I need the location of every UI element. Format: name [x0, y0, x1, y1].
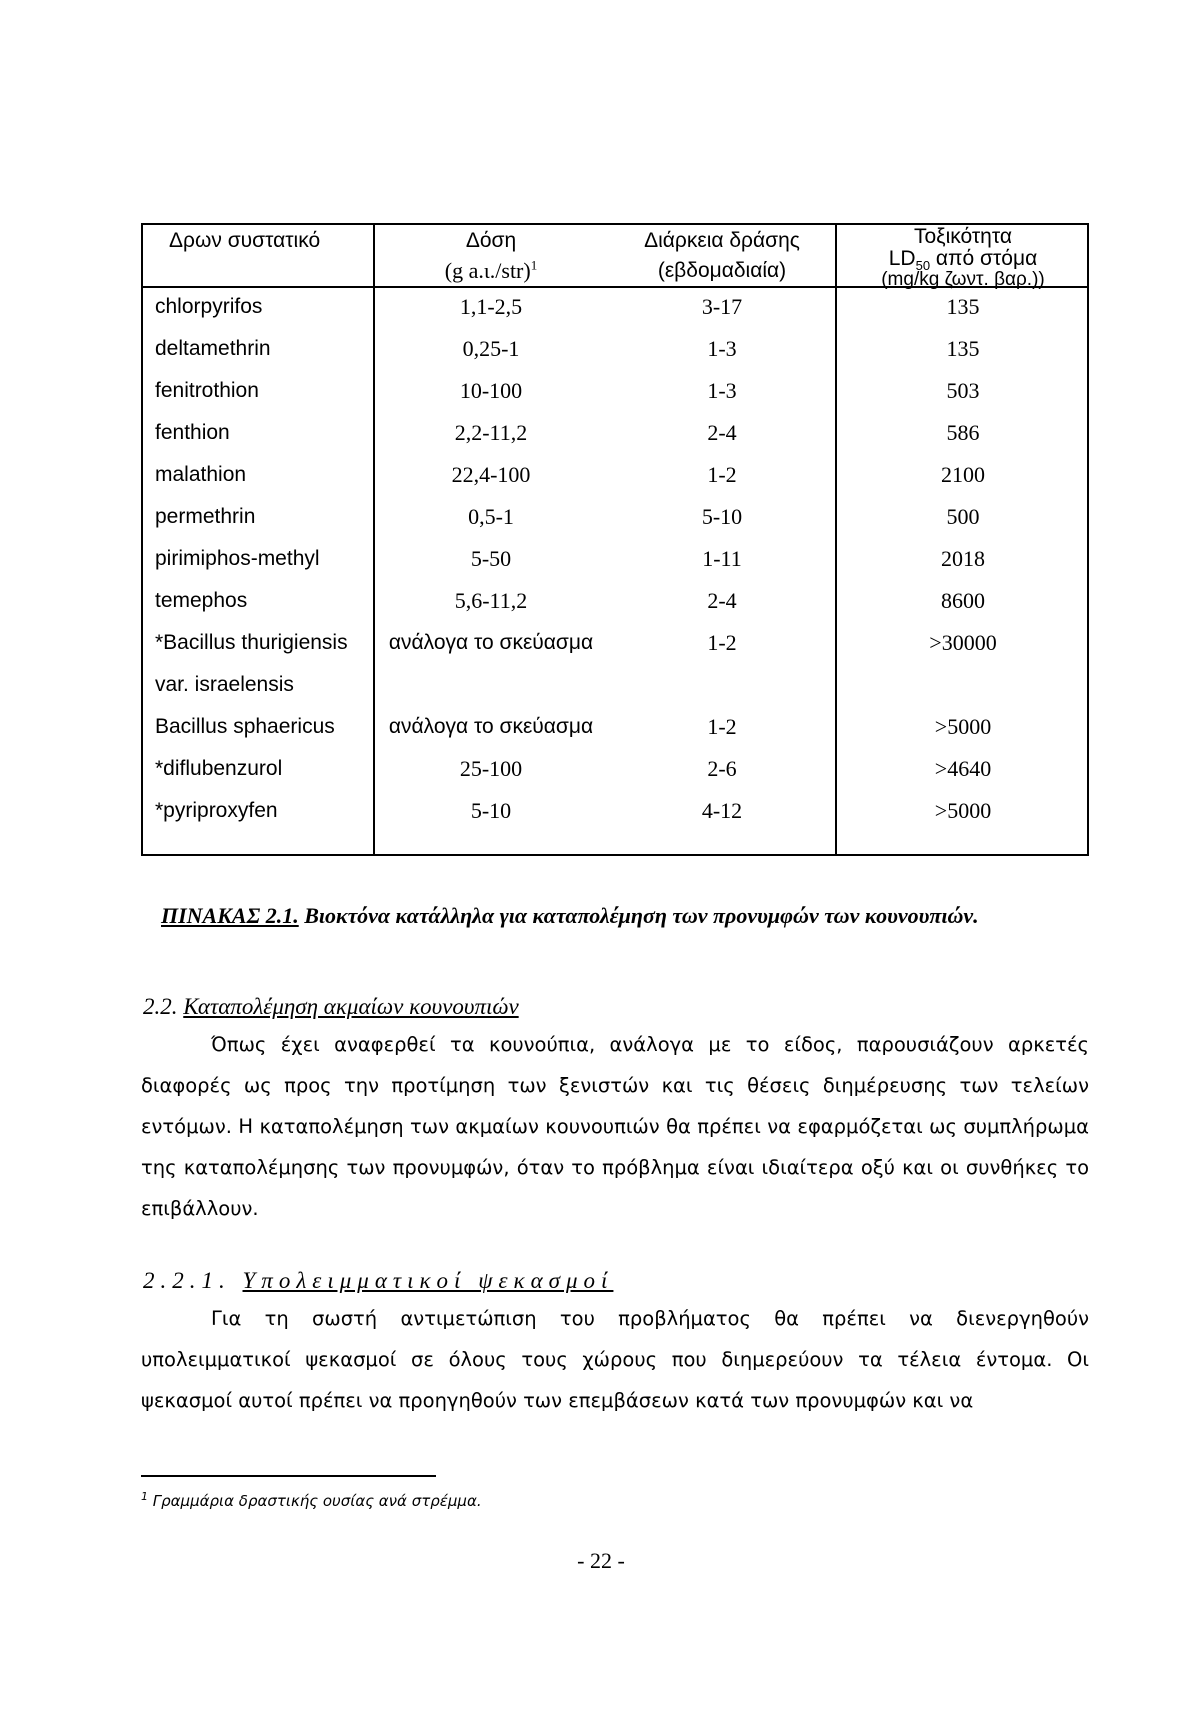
cell-active-ingredient-cont: var. israelensis	[155, 673, 294, 696]
cell-active-ingredient: Bacillus sphaericus	[155, 715, 335, 738]
header-toxicity-ld50: $LD_{50}$ από στόμα	[888, 247, 1038, 274]
cell-active-ingredient: pirimiphos-methyl	[155, 547, 320, 570]
cell-dose: 2,2-11,2	[454, 420, 528, 445]
header-toxicity: Τοξικότητα	[913, 225, 1012, 248]
cell-toxicity: >5000	[934, 714, 992, 739]
cell-duration: 1-2	[707, 462, 737, 487]
cell-dose: 0,25-1	[462, 336, 520, 361]
cell-toxicity: 135	[946, 336, 980, 361]
biocides-table	[141, 223, 1089, 856]
cell-duration: 1-3	[707, 378, 737, 403]
cell-duration: 1-11	[702, 546, 742, 571]
cell-active-ingredient: fenitrothion	[155, 379, 259, 402]
header-dose-unit: (g a.ι./str)$^1$	[444, 257, 538, 283]
header-duration: Διάρκεια δράσης	[644, 229, 800, 252]
header-active-ingredient: Δρων συστατικό	[169, 229, 321, 252]
cell-duration: 1-2	[707, 714, 737, 739]
cell-toxicity: 8600	[941, 588, 985, 613]
section-heading: 2.2. Καταπολέμηση ακμαίων κουνουπιών	[143, 994, 519, 1019]
header-dose: Δόση	[465, 229, 517, 252]
cell-toxicity: 2018	[941, 546, 985, 571]
cell-duration: 1-2	[707, 630, 737, 655]
cell-dose: ανάλογα το σκεύασμα	[388, 715, 594, 738]
cell-active-ingredient: chlorpyrifos	[155, 295, 263, 318]
cell-active-ingredient: permethrin	[155, 505, 256, 528]
cell-toxicity: 503	[946, 378, 980, 403]
cell-toxicity: >30000	[929, 630, 997, 655]
footnote: $^1$ Γραμμάρια δραστικής ουσίας ανά στρέμμα.	[141, 1490, 482, 1510]
cell-active-ingredient: fenthion	[155, 421, 230, 444]
cell-dose: 1,1-2,5	[459, 294, 523, 319]
cell-dose: 0,5-1	[468, 504, 514, 529]
cell-active-ingredient: *pyriproxyfen	[155, 799, 278, 822]
cell-toxicity: >4640	[934, 756, 992, 781]
cell-duration: 5-10	[701, 504, 743, 529]
cell-active-ingredient: *diflubenzurol	[155, 757, 283, 780]
cell-dose: 5-10	[470, 798, 512, 823]
header-toxicity-unit: (mg/kg ζωντ. βαρ.))	[881, 269, 1045, 290]
cell-duration: 2-4	[707, 420, 737, 445]
cell-dose: 22,4-100	[451, 462, 531, 487]
subsection-heading: 2.2.1. Υπολειμματικοί ψεκασμοί	[143, 1268, 614, 1293]
footnote-rule	[141, 1475, 436, 1477]
cell-dose: 5-50	[470, 546, 512, 571]
cell-active-ingredient: *Bacillus thurigiensis	[155, 631, 348, 654]
cell-duration: 2-6	[707, 756, 737, 781]
cell-active-ingredient: temephos	[155, 589, 248, 612]
cell-toxicity: 500	[946, 504, 980, 529]
cell-toxicity: 586	[946, 420, 980, 445]
cell-active-ingredient: deltamethrin	[155, 337, 271, 360]
cell-dose: ανάλογα το σκεύασμα	[388, 631, 594, 654]
cell-dose: 5,6-11,2	[454, 588, 528, 613]
cell-toxicity: >5000	[934, 798, 992, 823]
cell-dose: 25-100	[459, 756, 523, 781]
page-number: - 22 -	[577, 1548, 625, 1573]
cell-toxicity: 135	[946, 294, 980, 319]
cell-duration: 4-12	[701, 798, 743, 823]
cell-active-ingredient: malathion	[155, 463, 247, 486]
cell-duration: 1-3	[707, 336, 737, 361]
table-caption: ΠΙΝΑΚΑΣ 2.1. Βιοκτόνα κατάλληλα για καταπολέμηση των προνυμφών των κουνουπιών.	[161, 903, 979, 928]
cell-duration: 2-4	[707, 588, 737, 613]
cell-duration: 3-17	[701, 294, 743, 319]
cell-toxicity: 2100	[941, 462, 985, 487]
cell-dose: 10-100	[459, 378, 523, 403]
header-duration-unit: (εβδομαδιαία)	[657, 259, 787, 282]
subsection-paragraph: Για τη σωστή αντιμετώπιση του προβλήματος θα πρέπει να διενεργηθούν υπολειμματικοί ψεκασμοί σε όλους τους χώρους που διημερεύουν τα τέλεια έντομα. Οι ψεκασμοί αυτοί πρέπει να προηγηθούν των επεμβάσεων κατά των προνυμφών και να	[141, 1307, 1089, 1412]
section-paragraph: Όπως έχει αναφερθεί τα κουνούπια, ανάλογα με το είδος, παρουσιάζουν αρκετές διαφορές ως προς την προτίμηση των ξενιστών και τις θέσεις διημέρευσης των τελείων εντόμων. Η καταπολέμηση των ακμαίων κουνουπιών θα πρέπει να εφαρμόζεται ως συμπλήρωμα της καταπολέμησης των προνυμφών, όταν το πρόβλημα είναι ιδιαίτερα οξύ και οι συνθήκες το επιβάλλουν.	[141, 1033, 1089, 1220]
